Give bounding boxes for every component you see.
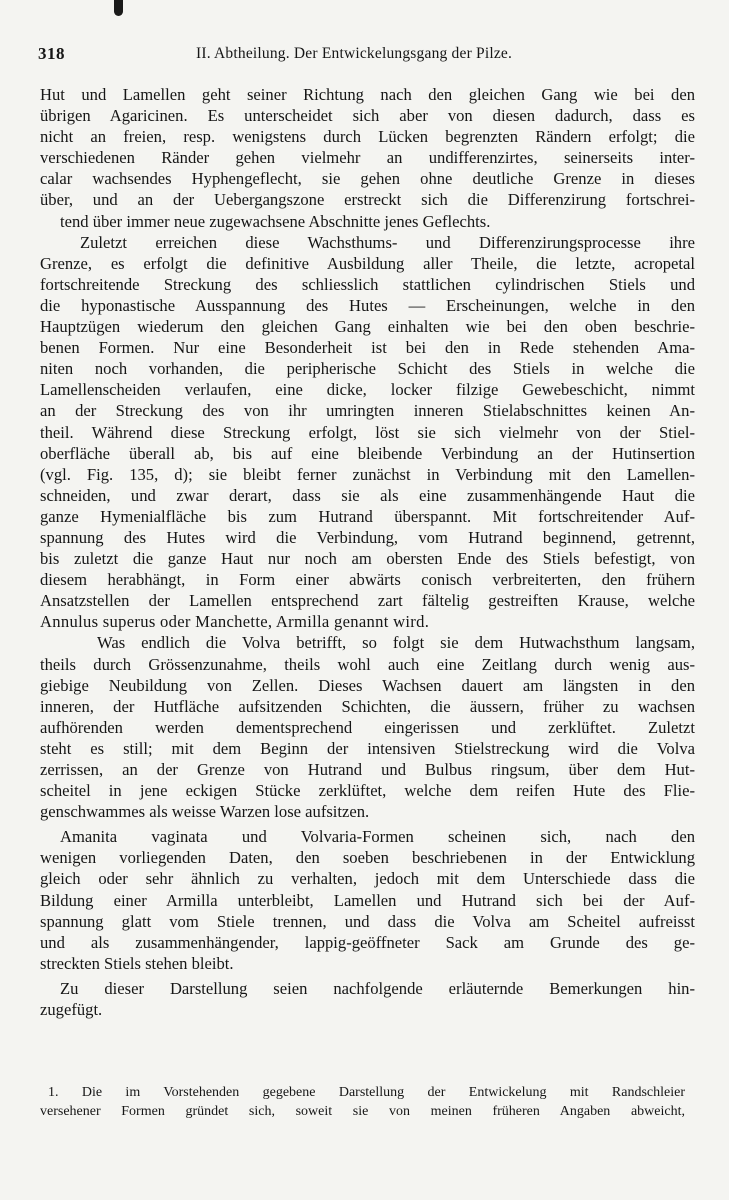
text-line: Ansatzstellen der Lamellen entsprechend zart fältelig gestreiften Krause, welche	[40, 591, 695, 611]
text-line: und als zusammenhängender, lappig-geöffneter Sack am Grunde des ge-	[40, 932, 695, 952]
text-line: ganze Hymenialfläche bis zum Hutrand überspannt. Mit fortschreitender Auf-	[40, 506, 695, 526]
text-line: zerrissen, an der Grenze von Hutrand und Bulbus ringsum, über dem Hut-	[40, 760, 695, 779]
text-line: verschiedenen Ränder gehen vielmehr an undifferenzirtes, seinerseits inter-	[40, 148, 695, 168]
text-line: übrigen Agaricinen. Es unterscheidet sich aber von diesen dadurch, dass es	[40, 106, 695, 126]
body-text	[40, 84, 695, 1020]
page-header	[38, 44, 693, 70]
ink-mark	[114, 0, 123, 16]
footnote-line: versehener Formen gründet sich, soweit sie von meinen früheren Angaben abweicht,	[40, 1104, 685, 1119]
text-line: theils durch Grössenzunahme, theils wohl auch eine Zeitlang durch wenig aus-	[40, 654, 695, 674]
text-line: (vgl. Fig. 135, d); sie bleibt ferner zunächst in Verbindung mit den Lamellen-	[40, 464, 695, 484]
footnote	[40, 1083, 685, 1121]
text-line: an der Streckung des von ihr umringten inneren Stielabschnittes keinen An-	[40, 401, 695, 421]
text-line: bis zuletzt die ganze Haut nur noch am obersten Ende des Stiels befestigt, von	[40, 549, 695, 569]
text-line: calar wachsendes Hyphengeflecht, sie gehen ohne deutliche Grenze in dieses	[40, 169, 695, 189]
text-line: wenigen vorliegenden Daten, den soeben beschriebenen in der Entwicklung	[40, 848, 695, 868]
text-line: Bildung einer Armilla unterbleibt, Lamellen und Hutrand sich bei der Auf-	[40, 890, 695, 910]
text-line: Lamellenscheiden verlaufen, eine dicke, locker filzige Gewebeschicht, nimmt	[40, 380, 695, 400]
text-line: aufhörenden werden dementsprechend eingerissen und zerklüftet. Zuletzt	[40, 717, 695, 737]
running-head: II. Abtheilung. Der Entwickelungsgang der Pilze.	[196, 45, 513, 62]
text-line: Hut und Lamellen geht seiner Richtung nach den gleichen Gang wie bei den	[40, 85, 695, 104]
text-line: schneiden, und zwar derart, dass sie als eine zusammenhängende Haut die	[40, 485, 695, 505]
text-line: theil. Während diese Streckung erfolgt, löst sie sich vielmehr von der Stiel-	[40, 422, 695, 442]
text-line: steht es still; mit dem Beginn der intensiven Stielstreckung wird die Volva	[40, 738, 695, 758]
text-line: Hauptzügen wiederum den gleichen Gang einhalten wie bei den oben beschrie-	[40, 317, 695, 337]
footnote-line: 1. Die im Vorstehenden gegebene Darstellung der Entwickelung mit Randschleier	[48, 1085, 685, 1100]
text-line: zugefügt.	[40, 1000, 103, 1020]
text-line: genschwammes als weisse Warzen lose aufsitzen.	[40, 802, 370, 822]
text-line: Zu dieser Darstellung seien nachfolgende erläuternde Bemerkungen hin-	[60, 978, 695, 998]
text-line: inneren, der Hutfläche aufsitzenden Schichten, die äussern, früher zu wachsen	[40, 696, 695, 716]
text-line: Grenze, es erfolgt die definitive Ausbildung aller Theile, die letzte, acropetal	[40, 253, 695, 273]
text-line: tend über immer neue zugewachsene Abschnitte jenes Geflechts.	[60, 211, 491, 231]
text-line: giebige Neubildung von Zellen. Dieses Wachsen dauert am längsten in den	[40, 675, 695, 695]
text-line: streckten Stiels stehen bleibt.	[40, 953, 234, 973]
page-number: 318	[38, 44, 65, 63]
text-line: über, und an der Uebergangszone erstreckt sich die Differenzirung fortschrei-	[40, 190, 695, 210]
text-line: spannung des Hutes wird die Verbindung, vom Hutrand beginnend, getrennt,	[40, 527, 695, 547]
text-line: fortschreitende Streckung des schliesslich stattlichen cylindrischen Stiels und	[40, 274, 695, 294]
text-line: niten noch vorhanden, die peripherische Schicht des Stiels in welche die	[40, 359, 695, 379]
text-line: Was endlich die Volva betrifft, so folgt sie dem Hutwachsthum langsam,	[97, 633, 695, 653]
text-line: Zuletzt erreichen diese Wachsthums- und Differenzirungsprocesse ihre	[80, 232, 695, 252]
text-line: gleich oder sehr ähnlich zu verhalten, jedoch mit dem Unterschiede dass die	[40, 869, 695, 889]
text-line: benen Formen. Nur eine Besonderheit ist bei den in Rede stehenden Ama-	[40, 338, 695, 358]
text-line: spannung glatt vom Stiele trennen, und dass die Volva am Scheitel aufreisst	[40, 911, 695, 931]
text-line: diesem herabhängt, in Form einer abwärts conisch verbreiterten, den frühern	[40, 570, 695, 590]
text-line: Amanita vaginata und Volvaria-Formen scheinen sich, nach den	[60, 827, 695, 847]
text-line: nicht an freien, resp. wenigstens durch Lücken begrenzten Rändern erfolgt; die	[40, 127, 695, 147]
text-line: scheitel in jene eckigen Stücke zerklüftet, welche dem reifen Hute des Flie-	[40, 781, 695, 801]
text-line: oberfläche überall ab, bis auf eine bleibende Verbindung an der Hutinsertion	[40, 443, 695, 463]
text-line: die hyponastische Ausspannung des Hutes — Erscheinungen, welche in den	[40, 295, 695, 315]
text-line: Annulus superus oder Manchette, Armilla genannt wird.	[40, 612, 430, 632]
